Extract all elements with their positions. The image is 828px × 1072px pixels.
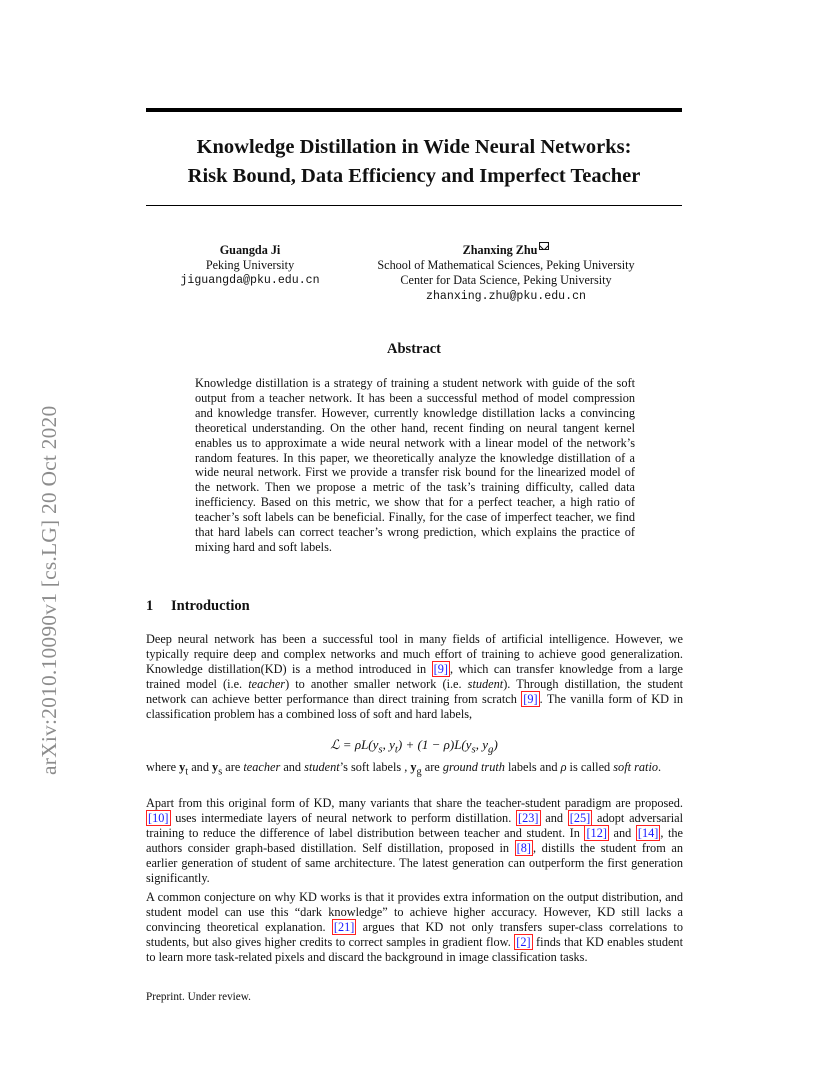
section-number: 1 [146,598,154,614]
citation-link[interactable]: [25] [569,811,591,826]
emphasis: student [467,677,504,692]
text-run: uses intermediate layers of neural network to perform distillation. [170,811,517,826]
text-run: and [188,760,213,774]
text-run: , the authors consider graph-based distillation. Self distillation, proposed in [146,826,684,856]
text-run: , distills the student from an earlier generation of student of same architecture. The latest generation can outperform the first generation significantly. [146,841,683,886]
text-run: . [658,760,662,774]
text-run: Apart from this original form of KD, many variants that share the teacher-student paradigm are proposed. [146,796,683,810]
intro-paragraph-2 [146,760,683,780]
intro-paragraph-3 [146,796,683,887]
intro-paragraph-1 [146,632,683,723]
emphasis: ground truth [442,760,505,774]
text-run: argues that KD not only transfers super-class correlations to students, but also gives higher credits to correct samples in gradient flow. [146,920,683,950]
text-run: finds that KD enables student to learn more task-related pixels and discard the background in image classification tasks. [146,935,683,965]
abstract-heading: Abstract [387,341,441,357]
emphasis: soft ratio [613,760,659,774]
citation-link[interactable]: [9] [523,692,538,707]
math-symbol: y [179,760,186,774]
math-symbol: y [410,760,417,774]
envelope-icon [539,242,549,250]
abstract-text: Knowledge distillation is a strategy of training a student network with guide of the soft output from a teacher network. It has been a successful method of model compression and knowledge transfer. However, currently knowledge distillation lacks a convincing theoretical understanding. On the other hand, recent finding on neural tangent kernel enables us to approximate a wide neural network with a linear model of the network’s random features. In this paper, we theoretically analyze the knowledge distillation of a wide neural network. First we provide a transfer risk bound for the linearized model of the network. Then we propose a metric of the task’s training difficulty, called data inefficiency. Based on this metric, we show that for a perfect teacher, a high ratio of teacher’s soft labels can be beneficial. Finally, for the case of imperfect teacher, we find that hard labels can correct teacher’s wrong prediction, which explains the practice of mixing hard and soft labels. [195,376,635,554]
arxiv-identifier: arXiv:2010.10090v1 [cs.LG] 20 Oct 2020 [37,405,61,775]
section-heading-introduction [146,598,250,615]
title-top-rule [146,108,682,112]
math-subscript: s [218,766,223,778]
text-run: ’s soft labels , [339,760,411,774]
text-run: adopt adversarial training to reduce the difference of label distribution between teacher and student. In [146,811,684,841]
title-line-2: Risk Bound, Data Efficiency and Imperfect Teacher [187,165,641,187]
text-run: are [421,760,443,774]
emphasis: teacher [243,760,281,774]
text-run: is called [566,760,614,774]
text-run: Deep neural network has been a successful tool in many fields of artificial intelligence. However, we typically require deep and complex networks and much effort of training to achieve good generalization. Knowledge distillation(KD) is a method introduced in [146,632,683,677]
citation-link[interactable]: [10] [148,811,169,826]
footer-note: Preprint. Under review. [146,991,251,1003]
text-run: , which can transfer knowledge from a large trained model (i.e. [146,662,683,692]
emphasis: teacher [248,677,286,692]
author-2-affiliation-2: Center for Data Science, Peking University [400,273,612,288]
text-run: ) to another smaller network (i.e. [285,677,468,692]
citation-link[interactable]: [21] [333,920,355,935]
citation-link[interactable]: [12] [586,826,607,841]
author-1-email[interactable]: jiguangda@pku.edu.cn [180,274,320,288]
citation-link[interactable]: [14] [637,826,659,841]
author-2-email[interactable]: zhanxing.zhu@pku.edu.cn [425,289,587,303]
author-1 [160,243,340,289]
text-run: where [146,760,180,774]
kd-loss-equation [146,737,682,756]
math-subscript: g [416,766,422,778]
equation-text: ℒ = $\rho L(y_s$, $y_t) + (1 - \rho)L(y_s$, $y_g$) [330,737,498,756]
title-line-1: Knowledge Distillation in Wide Neural Networks: [196,136,632,158]
author-1-affiliation: Peking University [205,258,295,273]
math-symbol: y [212,760,219,774]
paper-title [146,133,682,191]
citation-link[interactable]: [2] [516,935,531,950]
author-1-name: Guangda Ji [219,243,281,257]
citation-link[interactable]: [23] [518,811,539,826]
text-run: ). Through distillation, the student network can achieve better performance than direct training from scratch [146,677,684,707]
citation-link[interactable]: [9] [433,662,448,677]
title-bottom-rule [146,205,682,206]
emphasis: student [304,760,340,774]
text-run: and [608,826,636,841]
text-run: are [222,760,244,774]
author-2-name: Zhanxing Zhu [462,243,538,257]
intro-paragraph-4 [146,890,683,965]
math-subscript: t [185,766,189,778]
author-2 [346,243,666,304]
text-run: and [540,811,568,826]
author-2-affiliation-1: School of Mathematical Sciences, Peking University [377,258,635,273]
text-run: and [280,760,305,774]
section-title: Introduction [171,598,250,614]
text-run: . The vanilla form of KD in classification problem has a combined loss of soft and hard labels, [146,692,683,722]
citation-link[interactable]: [8] [516,841,531,856]
text-run: labels and [504,760,561,774]
math-symbol: ρ [560,760,567,774]
text-run: A common conjecture on why KD works is that it provides extra information on the output distribution, and student model can use this “dark knowledge” to achieve higher accuracy. However, KD still lacks a convincing theoretical explanation. [146,890,683,935]
